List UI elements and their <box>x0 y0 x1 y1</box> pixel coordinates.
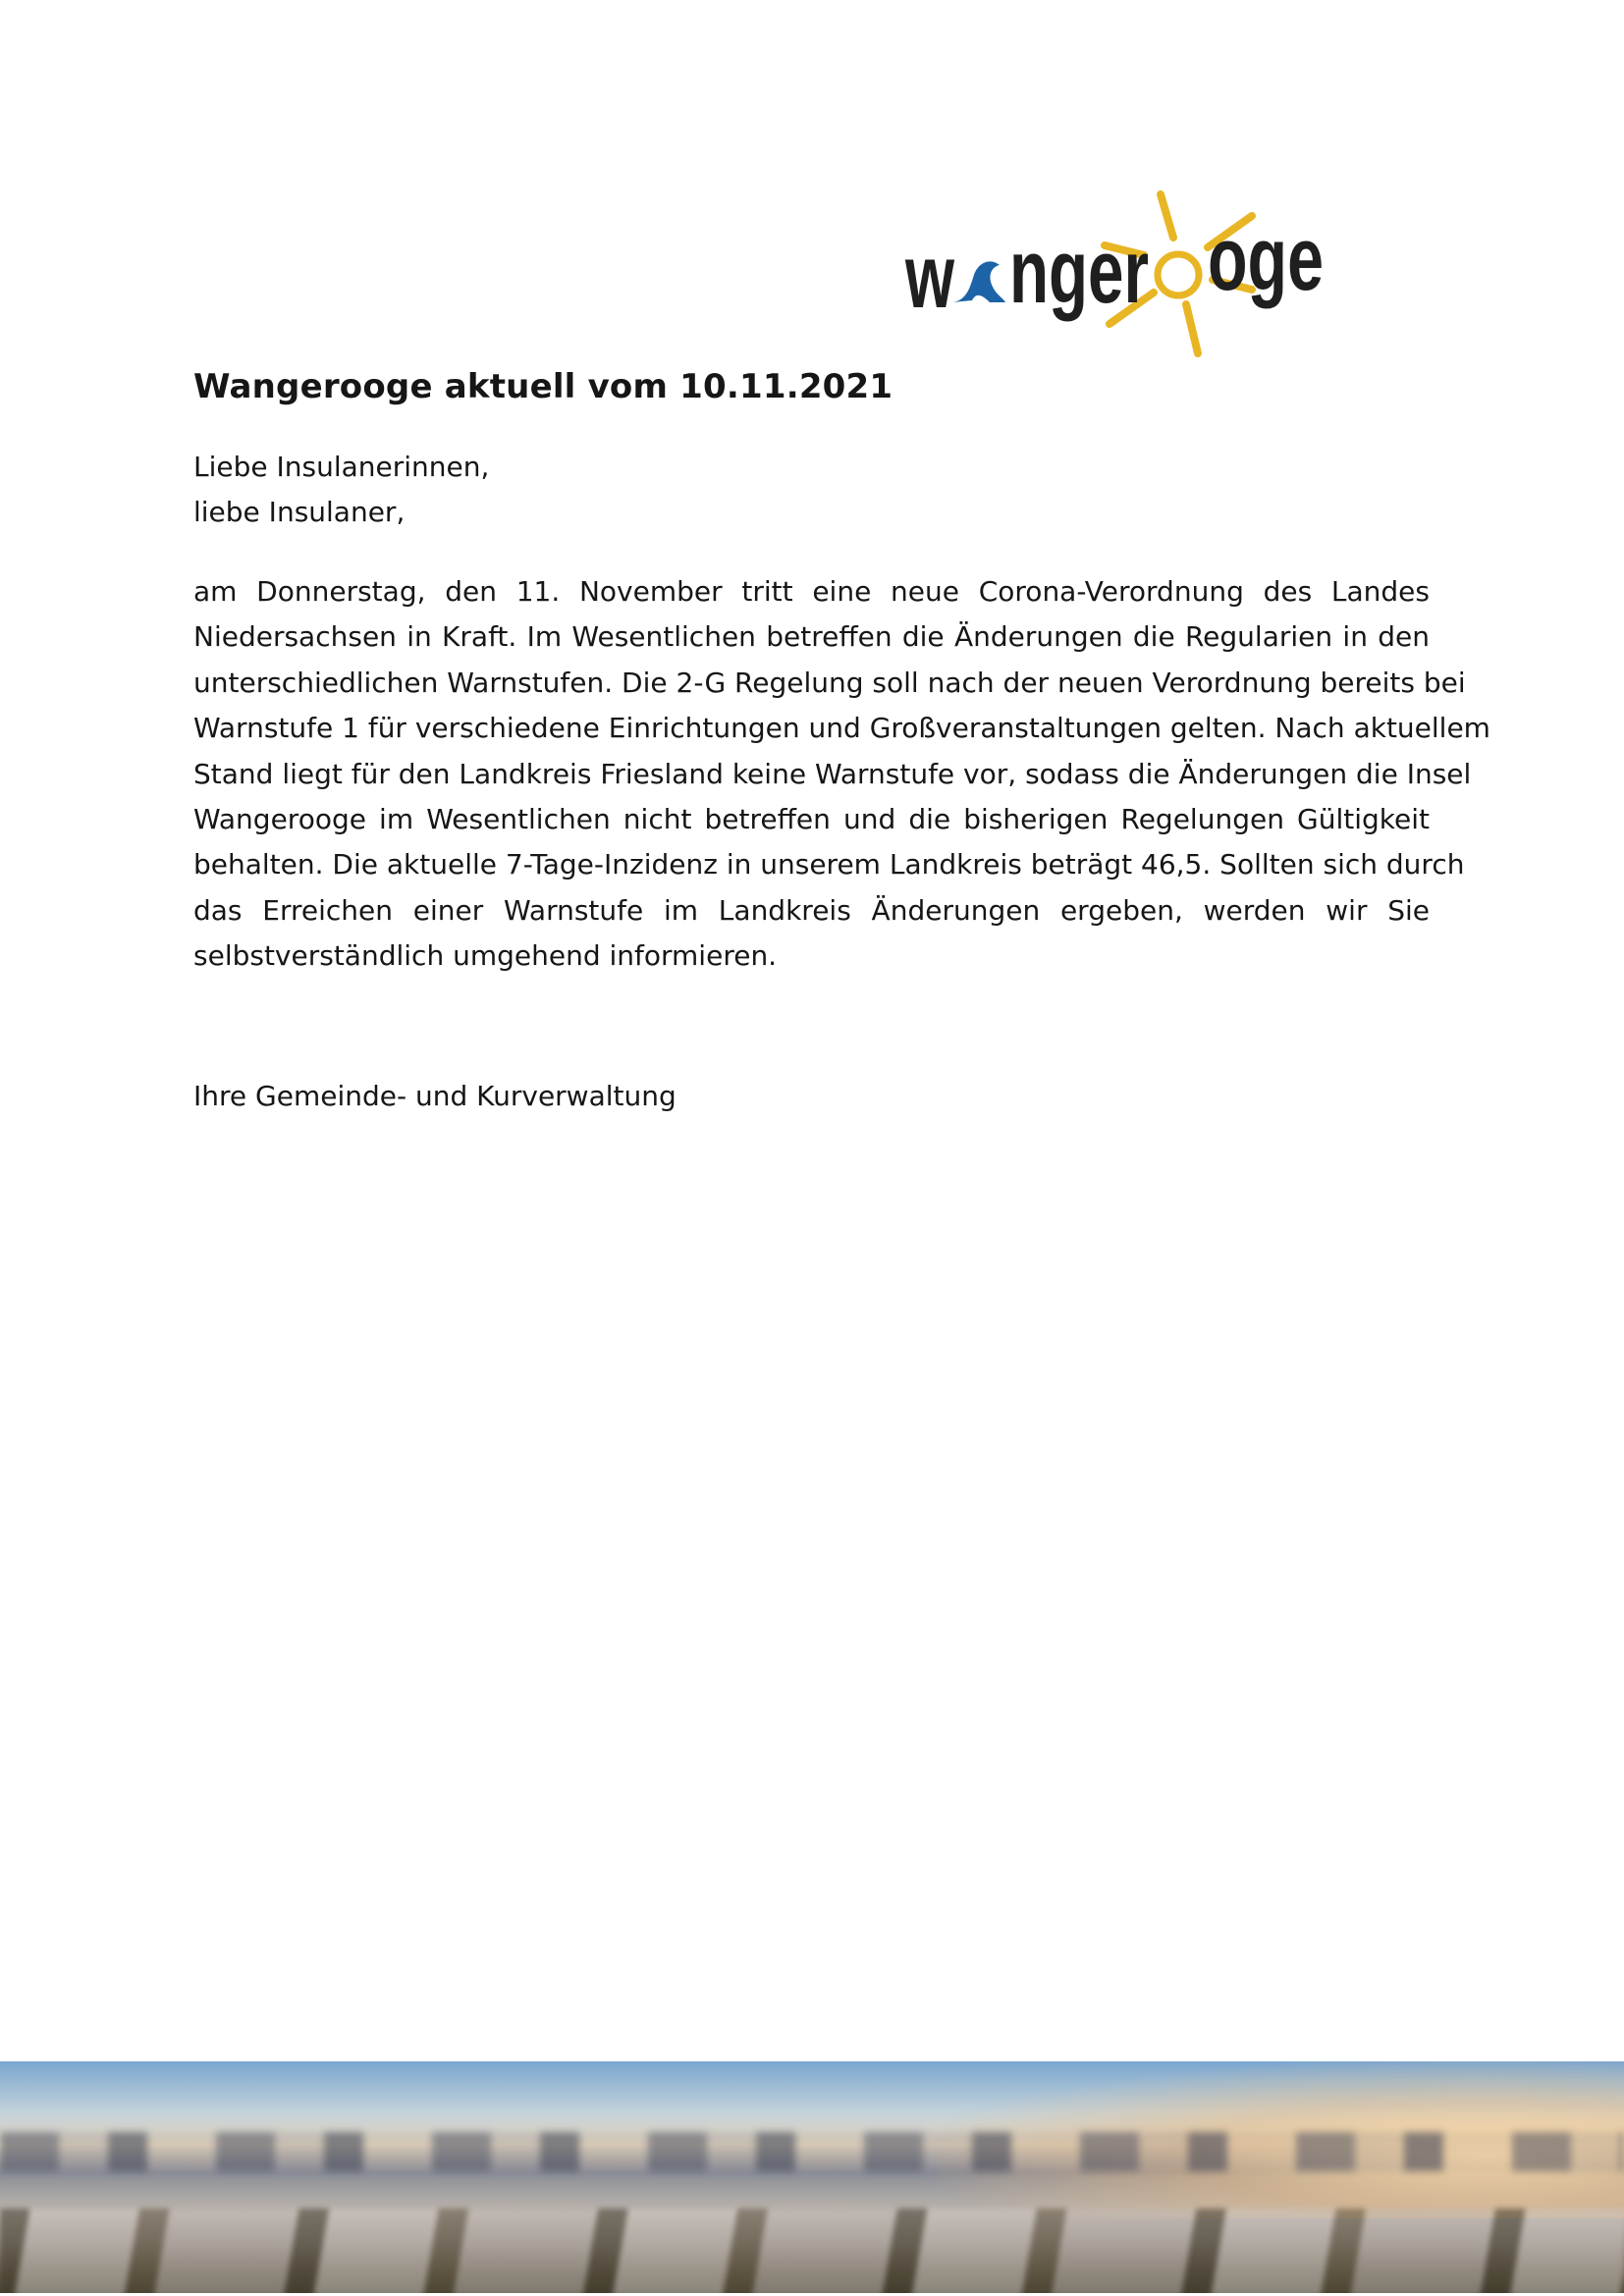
paragraph-line: unterschiedlichen Warnstufen. Die 2-G Regelung soll nach der neuen Verordnung bereits bei <box>193 666 1466 699</box>
wangerooge-logo <box>884 177 1355 373</box>
paragraph-line: Wangerooge im Wesentlichen nicht betreffen und die bisherigen Regelungen Gültigkeit <box>193 803 1430 836</box>
svg-text:oge: oge <box>1208 209 1324 309</box>
svg-text:w: w <box>904 227 955 327</box>
wave-icon <box>952 261 1005 302</box>
body-paragraph <box>193 569 1490 980</box>
svg-text:nger: nger <box>1009 222 1149 322</box>
salutation-line-1: Liebe Insulanerinnen, <box>193 451 490 483</box>
paragraph-line: Stand liegt für den Landkreis Friesland keine Warnstufe vor, sodass die Änderungen die Insel <box>193 757 1472 790</box>
salutation-line-2: liebe Insulaner, <box>193 496 406 528</box>
page-title: Wangerooge aktuell vom 10.11.2021 <box>193 367 893 406</box>
paragraph-line: am Donnerstag, den 11. November tritt eine neue Corona-Verordnung des Landes <box>193 575 1430 608</box>
paragraph-line: behalten. Die aktuelle 7-Tage-Inzidenz in unserem Landkreis beträgt 46,5. Sollten sich durch <box>193 848 1465 881</box>
signature: Ihre Gemeinde- und Kurverwaltung <box>193 1080 677 1112</box>
paragraph-line: das Erreichen einer Warnstufe im Landkreis Änderungen ergeben, werden wir Sie <box>193 893 1430 927</box>
clouds <box>0 2132 1624 2171</box>
dunes <box>0 2209 1624 2293</box>
paragraph-line: Warnstufe 1 für verschiedene Einrichtungen und Großveranstaltungen gelten. Nach aktuellem <box>193 712 1490 745</box>
paragraph-line: Niedersachsen in Kraft. Im Wesentlichen betreffen die Änderungen die Regularien in den <box>193 620 1430 654</box>
beach-dunes-photo <box>0 2061 1624 2293</box>
paragraph-line: selbstverständlich umgehend informieren. <box>193 939 778 973</box>
